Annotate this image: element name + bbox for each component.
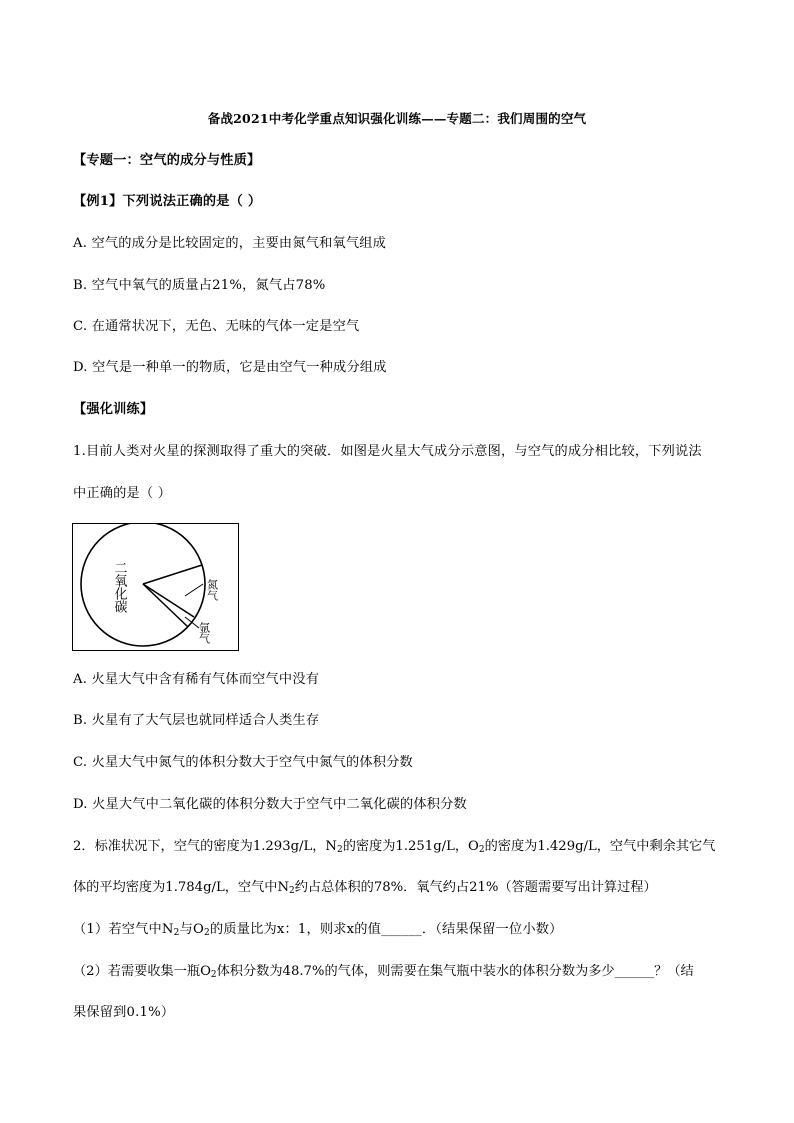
q2-part1 [73, 921, 728, 939]
example-label: 【例1】 [73, 194, 123, 209]
section-heading-training: 【强化训练】 [73, 402, 154, 417]
q2-line2-part-b: 约占总体积的78%．氧气约占21%（答题需要写出计算过程） [294, 880, 657, 895]
example-option-c: C. 在通常状况下，无色、无味的气体一定是空气 [73, 319, 360, 334]
q1-option-a: A. 火星大气中含有稀有气体而空气中没有 [73, 672, 320, 687]
q2-part1-a: （1）若空气中N [73, 922, 174, 937]
n2-leader-line [185, 584, 203, 596]
q2-part2-b: 体积分数为48.7%的气体，则需要在集气瓶中装水的体积分数为多少______？（结 [216, 964, 694, 979]
q2-part2 [73, 963, 728, 981]
q2-part2-line2: 果保留到0.1%） [73, 1005, 175, 1020]
pie-wedge-line-3 [143, 584, 188, 627]
q2-stem-line2 [73, 879, 728, 897]
example-option-a: A. 空气的成分是比较固定的，主要由氮气和氧气组成 [73, 236, 387, 251]
ar-label [198, 621, 211, 645]
section-heading-composition: 【专题一：空气的成分与性质】 [73, 153, 261, 168]
subscript-2: 2 [289, 886, 295, 896]
subscript-2: 2 [478, 845, 485, 855]
example-option-b: B. 空气中氧气的质量占21%，氮气占78% [73, 278, 326, 293]
subscript-2: 2 [336, 845, 343, 855]
q1-stem-line1: 1.目前人类对火星的探测取得了重大的突破．如图是火星大气成分示意图，与空气的成分相比较，下列说法 [73, 444, 702, 459]
q1-option-b: B. 火星有了大气层也就同样适合人类生存 [73, 713, 320, 728]
n2-label-text: 氮气 [205, 579, 219, 601]
subscript-2: 2 [204, 928, 210, 938]
n2-label [206, 578, 219, 602]
mars-atmosphere-pie-figure [72, 523, 239, 651]
q2-line2-part-a: 体的平均密度为1.784g/L，空气中N [73, 880, 289, 895]
q2-part1-b: 与O [179, 922, 204, 937]
q2-line1-part-a: 2．标准状况下，空气的密度为1.293g/L，N [73, 839, 337, 854]
q2-line1-part-c: 的密度为1.429g/L，空气中剩余其它气 [484, 839, 716, 854]
q1-stem-line2: 中正确的是（ ） [73, 486, 172, 501]
pie-wedge-line-2 [143, 584, 194, 617]
q2-stem-line1 [73, 838, 728, 856]
example-question [73, 193, 728, 211]
q1-option-d: D. 火星大气中二氧化碳的体积分数大于空气中二氧化碳的体积分数 [73, 797, 467, 812]
co2-label [112, 561, 128, 613]
ar-label-text: 氩气 [197, 622, 211, 644]
pie-wedge-line-1 [143, 565, 202, 584]
q2-line1-part-b: 的密度为1.251g/L，O [342, 839, 479, 854]
subscript-2: 2 [210, 970, 217, 980]
page-title: 备战2021中考化学重点知识强化训练——专题二：我们周围的空气 [207, 111, 587, 126]
subscript-2: 2 [173, 928, 180, 938]
q1-option-c: C. 火星大气中氮气的体积分数大于空气中氮气的体积分数 [73, 755, 413, 770]
q2-part2-a: （2）若需要收集一瓶O [73, 964, 211, 979]
q2-part1-c: 的质量比为x：1，则求x的值______．（结果保留一位小数） [209, 922, 563, 937]
co2-label-text: 二氧化碳 [111, 561, 127, 613]
example-option-d: D. 空气是一种单一的物质，它是由空气一种成分组成 [73, 360, 387, 375]
example-question-text: 下列说法正确的是（ ） [122, 194, 262, 209]
